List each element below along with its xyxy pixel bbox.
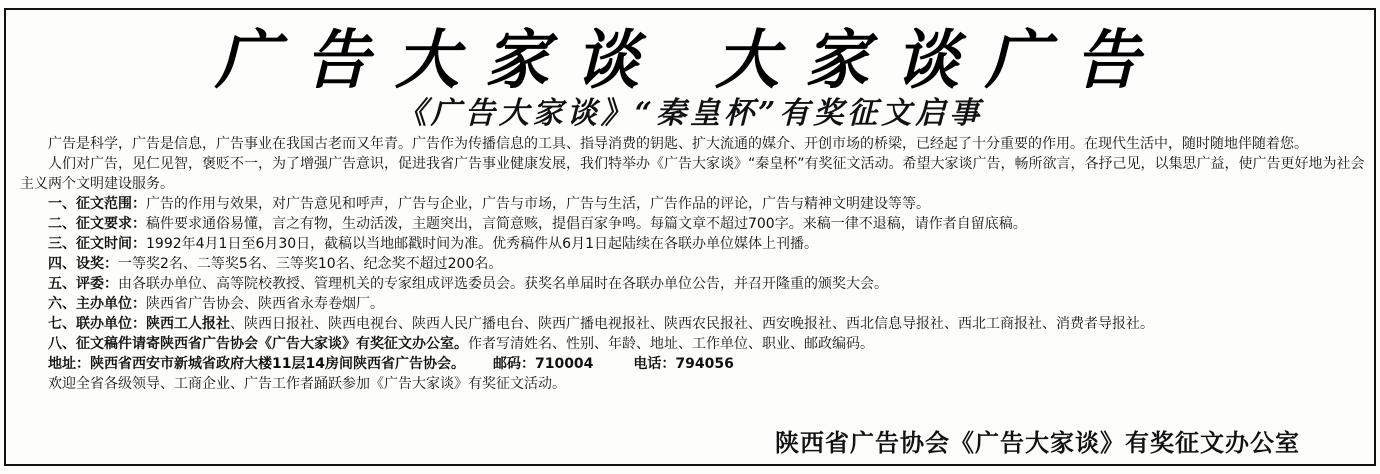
headline-right: 大家谈广告 (715, 23, 1165, 98)
closing-line: 欢迎全省各级领导、工商企业、广告工作者踊跃参加《广告大家谈》有奖征文活动。 (48, 376, 566, 392)
phone-value: 794056 (675, 356, 734, 372)
item-organizer (20, 294, 1366, 314)
item-submission (20, 334, 1366, 354)
address-label: 地址： (48, 356, 90, 372)
item-text: 广告的作用与效果，对广告意见和呼声，广告与企业，广告与市场，广告与生活，广告作品的评论，广告与精神文明建设等等。 (146, 196, 930, 212)
item-text: 由各联办单位、高等院校教授、管理机关的专家组成评选委员会。获奖名单届时在各联办单位公告，并召开隆重的颁奖大会。 (118, 276, 888, 292)
bottom-border (4, 464, 1376, 466)
item-co-organizers (20, 314, 1366, 334)
item-label: 四、设奖： (48, 256, 118, 272)
zip-label: 邮码： (492, 356, 535, 372)
item-label: 八、征文稿件请寄陕西省广告协会《广告大家谈》有奖征文办公室。 (48, 336, 468, 352)
item-label: 五、评委： (48, 276, 118, 292)
item-text: 作者写清姓名、性别、年龄、地址、工作单位、职业、邮政编码。 (468, 336, 874, 352)
headline-left: 广告大家谈 (215, 23, 665, 98)
subheadline: 《广告大家谈》“秦皇杯”有奖征文启事 (396, 96, 984, 131)
item-awards (20, 254, 1366, 274)
item-text: 稿件要求通俗易懂，言之有物，生动活泼，主题突出，言简意赅，提倡百家争鸣。每篇文章不超过700字。来稿一律不退稿，请作者自留底稿。 (146, 216, 1027, 232)
item-text: 1992年4月1日至6月30日，截稿以当地邮戳时间为准。优秀稿件从6月1日起陆续在各联办单位媒体上刊播。 (146, 236, 818, 252)
address-line (20, 354, 1366, 374)
item-period (20, 234, 1366, 254)
intro-paragraph-2: 人们对广告，见仁见智，褒贬不一，为了增强广告意识，促进我省广告事业健康发展，我们特举办《广告大家谈》“秦皇杯”有奖征文活动。希望大家谈广告，畅所欲言，各抒己见，以集思广益，使广告更好地为社会主义两个文明建设服务。 (20, 156, 1365, 192)
item-label: 二、征文要求： (48, 216, 146, 232)
item-requirements (20, 214, 1366, 234)
item-text: 一等奖2名、二等奖5名、三等奖10名、纪念奖不超过200名。 (118, 256, 503, 272)
item-bold-text: 陕西工人报社 (146, 316, 230, 332)
article-body (20, 134, 1366, 394)
item-judges (20, 274, 1366, 294)
phone-label: 电话： (633, 356, 676, 372)
item-label: 一、征文范围： (48, 196, 146, 212)
intro-paragraph-1: 广告是科学，广告是信息，广告事业在我国古老而又年青。广告作为传播信息的工具、指导消费的钥匙、扩大流通的媒介、开创市场的桥梁，已经起了十分重要的作用。在现代生活中，随时随地伴随着您。 (48, 136, 1308, 152)
footer-signature: 陕西省广告协会《广告大家谈》有奖征文办公室 (775, 429, 1300, 457)
item-scope (20, 194, 1366, 214)
item-text: 、陕西日报社、陕西电视台、陕西人民广播电台、陕西广播电视报社、陕西农民报社、西安晚报社、西北信息导报社、西北工商报社、消费者导报社。 (230, 316, 1154, 332)
item-text: 陕西省广告协会、陕西省永寿卷烟厂。 (146, 296, 384, 312)
zip-value: 710004 (534, 356, 594, 372)
item-label: 七、联办单位： (48, 316, 146, 332)
item-label: 六、主办单位： (48, 296, 146, 312)
top-border (4, 8, 1376, 10)
headline (0, 22, 1380, 100)
item-label: 三、征文时间： (48, 236, 146, 252)
address-value: 陕西省西安市新城省政府大楼11层14房间陕西省广告协会。 (90, 356, 465, 372)
